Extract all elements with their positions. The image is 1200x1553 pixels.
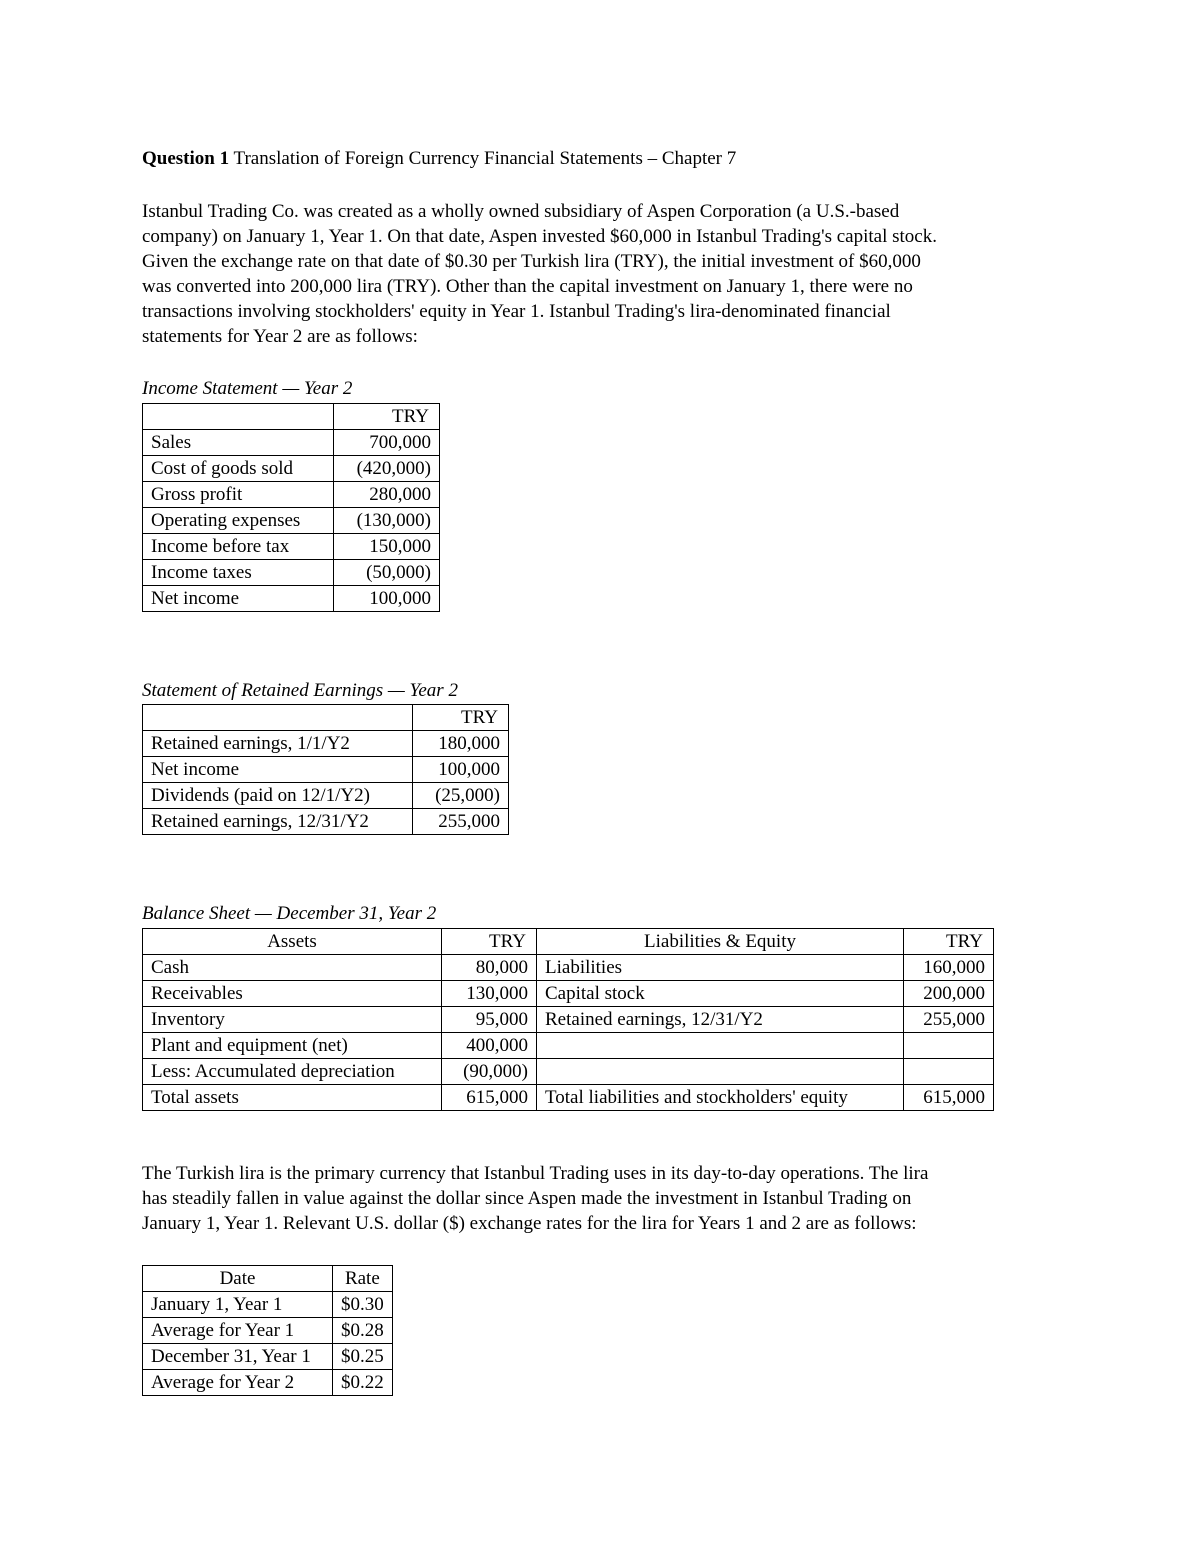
paragraph-line: has steadily fallen in value against the dollar since Aspen made the investment in Istanbul Trading on [142, 1188, 912, 1209]
asset-label: Inventory [143, 1007, 442, 1033]
table-header-blank [143, 705, 413, 731]
asset-value: 400,000 [442, 1033, 537, 1059]
asset-label: Less: Accumulated depreciation [143, 1059, 442, 1085]
row-label: Income before tax [143, 534, 334, 560]
asset-label: Total assets [143, 1085, 442, 1111]
liability-value: 255,000 [904, 1007, 994, 1033]
row-label: Retained earnings, 12/31/Y2 [143, 809, 413, 835]
retained-earnings-table [142, 704, 509, 835]
question-heading [142, 146, 736, 171]
liability-value [904, 1033, 994, 1059]
rate-date: Average for Year 1 [143, 1318, 333, 1344]
liability-value: 160,000 [904, 955, 994, 981]
row-value: 100,000 [413, 757, 509, 783]
asset-value: 95,000 [442, 1007, 537, 1033]
row-value: (130,000) [334, 508, 440, 534]
asset-value: 130,000 [442, 981, 537, 1007]
asset-value: (90,000) [442, 1059, 537, 1085]
liability-label: Total liabilities and stockholders' equity [537, 1085, 904, 1111]
rate-value: $0.22 [333, 1370, 393, 1396]
rate-date: December 31, Year 1 [143, 1344, 333, 1370]
column-header: TRY [442, 929, 537, 955]
row-label: Net income [143, 586, 334, 612]
column-header: Date [143, 1266, 333, 1292]
intro-paragraph [142, 199, 1067, 349]
asset-label: Receivables [143, 981, 442, 1007]
column-header: Liabilities & Equity [537, 929, 904, 955]
rate-value: $0.30 [333, 1292, 393, 1318]
row-label: Retained earnings, 1/1/Y2 [143, 731, 413, 757]
liability-label [537, 1033, 904, 1059]
row-value: 180,000 [413, 731, 509, 757]
liability-value: 615,000 [904, 1085, 994, 1111]
asset-value: 615,000 [442, 1085, 537, 1111]
row-label: Dividends (paid on 12/1/Y2) [143, 783, 413, 809]
question-title: Translation of Foreign Currency Financial Statements – Chapter 7 [233, 148, 737, 169]
row-label: Sales [143, 430, 334, 456]
currency-header: TRY [413, 705, 509, 731]
asset-value: 80,000 [442, 955, 537, 981]
row-label: Income taxes [143, 560, 334, 586]
rate-date: Average for Year 2 [143, 1370, 333, 1396]
income-statement-caption: Income Statement — Year 2 [142, 378, 353, 399]
exchange-rate-table [142, 1265, 393, 1396]
liability-label: Liabilities [537, 955, 904, 981]
balance-sheet-caption: Balance Sheet — December 31, Year 2 [142, 903, 437, 924]
row-value: (25,000) [413, 783, 509, 809]
rate-value: $0.25 [333, 1344, 393, 1370]
intro-line: transactions involving stockholders' equity in Year 1. Istanbul Trading's lira-denominated financial [142, 301, 891, 322]
table-header-blank [143, 404, 334, 430]
row-value: 280,000 [334, 482, 440, 508]
row-value: 255,000 [413, 809, 509, 835]
row-value: 150,000 [334, 534, 440, 560]
row-label: Cost of goods sold [143, 456, 334, 482]
intro-line: statements for Year 2 are as follows: [142, 326, 418, 347]
paragraph-line: January 1, Year 1. Relevant U.S. dollar ($) exchange rates for the lira for Years 1 and 2 are as follows: [142, 1213, 917, 1234]
currency-header: TRY [334, 404, 440, 430]
rate-value: $0.28 [333, 1318, 393, 1344]
row-value: (420,000) [334, 456, 440, 482]
income-statement-table [142, 403, 440, 612]
asset-label: Cash [143, 955, 442, 981]
row-value: 700,000 [334, 430, 440, 456]
row-value: 100,000 [334, 586, 440, 612]
intro-line: was converted into 200,000 lira (TRY). Other than the capital investment on January 1, there were no [142, 276, 913, 297]
liability-value: 200,000 [904, 981, 994, 1007]
column-header: Rate [333, 1266, 393, 1292]
row-label: Operating expenses [143, 508, 334, 534]
column-header: TRY [904, 929, 994, 955]
liability-value [904, 1059, 994, 1085]
column-header: Assets [143, 929, 442, 955]
liability-label [537, 1059, 904, 1085]
retained-earnings-caption: Statement of Retained Earnings — Year 2 [142, 680, 458, 701]
row-label: Net income [143, 757, 413, 783]
row-value: (50,000) [334, 560, 440, 586]
liability-label: Retained earnings, 12/31/Y2 [537, 1007, 904, 1033]
balance-sheet-table [142, 928, 994, 1111]
row-label: Gross profit [143, 482, 334, 508]
rate-date: January 1, Year 1 [143, 1292, 333, 1318]
intro-line: Istanbul Trading Co. was created as a wholly owned subsidiary of Aspen Corporation (a U.S.-based [142, 201, 900, 222]
intro-line: company) on January 1, Year 1. On that date, Aspen invested $60,000 in Istanbul Trading's capital stock. [142, 226, 937, 247]
liability-label: Capital stock [537, 981, 904, 1007]
question-number: Question 1 [142, 148, 230, 169]
paragraph-line: The Turkish lira is the primary currency that Istanbul Trading uses in its day-to-day operations. The lira [142, 1163, 929, 1184]
asset-label: Plant and equipment (net) [143, 1033, 442, 1059]
intro-line: Given the exchange rate on that date of $0.30 per Turkish lira (TRY), the initial investment of $60,000 [142, 251, 921, 272]
exchange-rate-paragraph [142, 1161, 1067, 1236]
